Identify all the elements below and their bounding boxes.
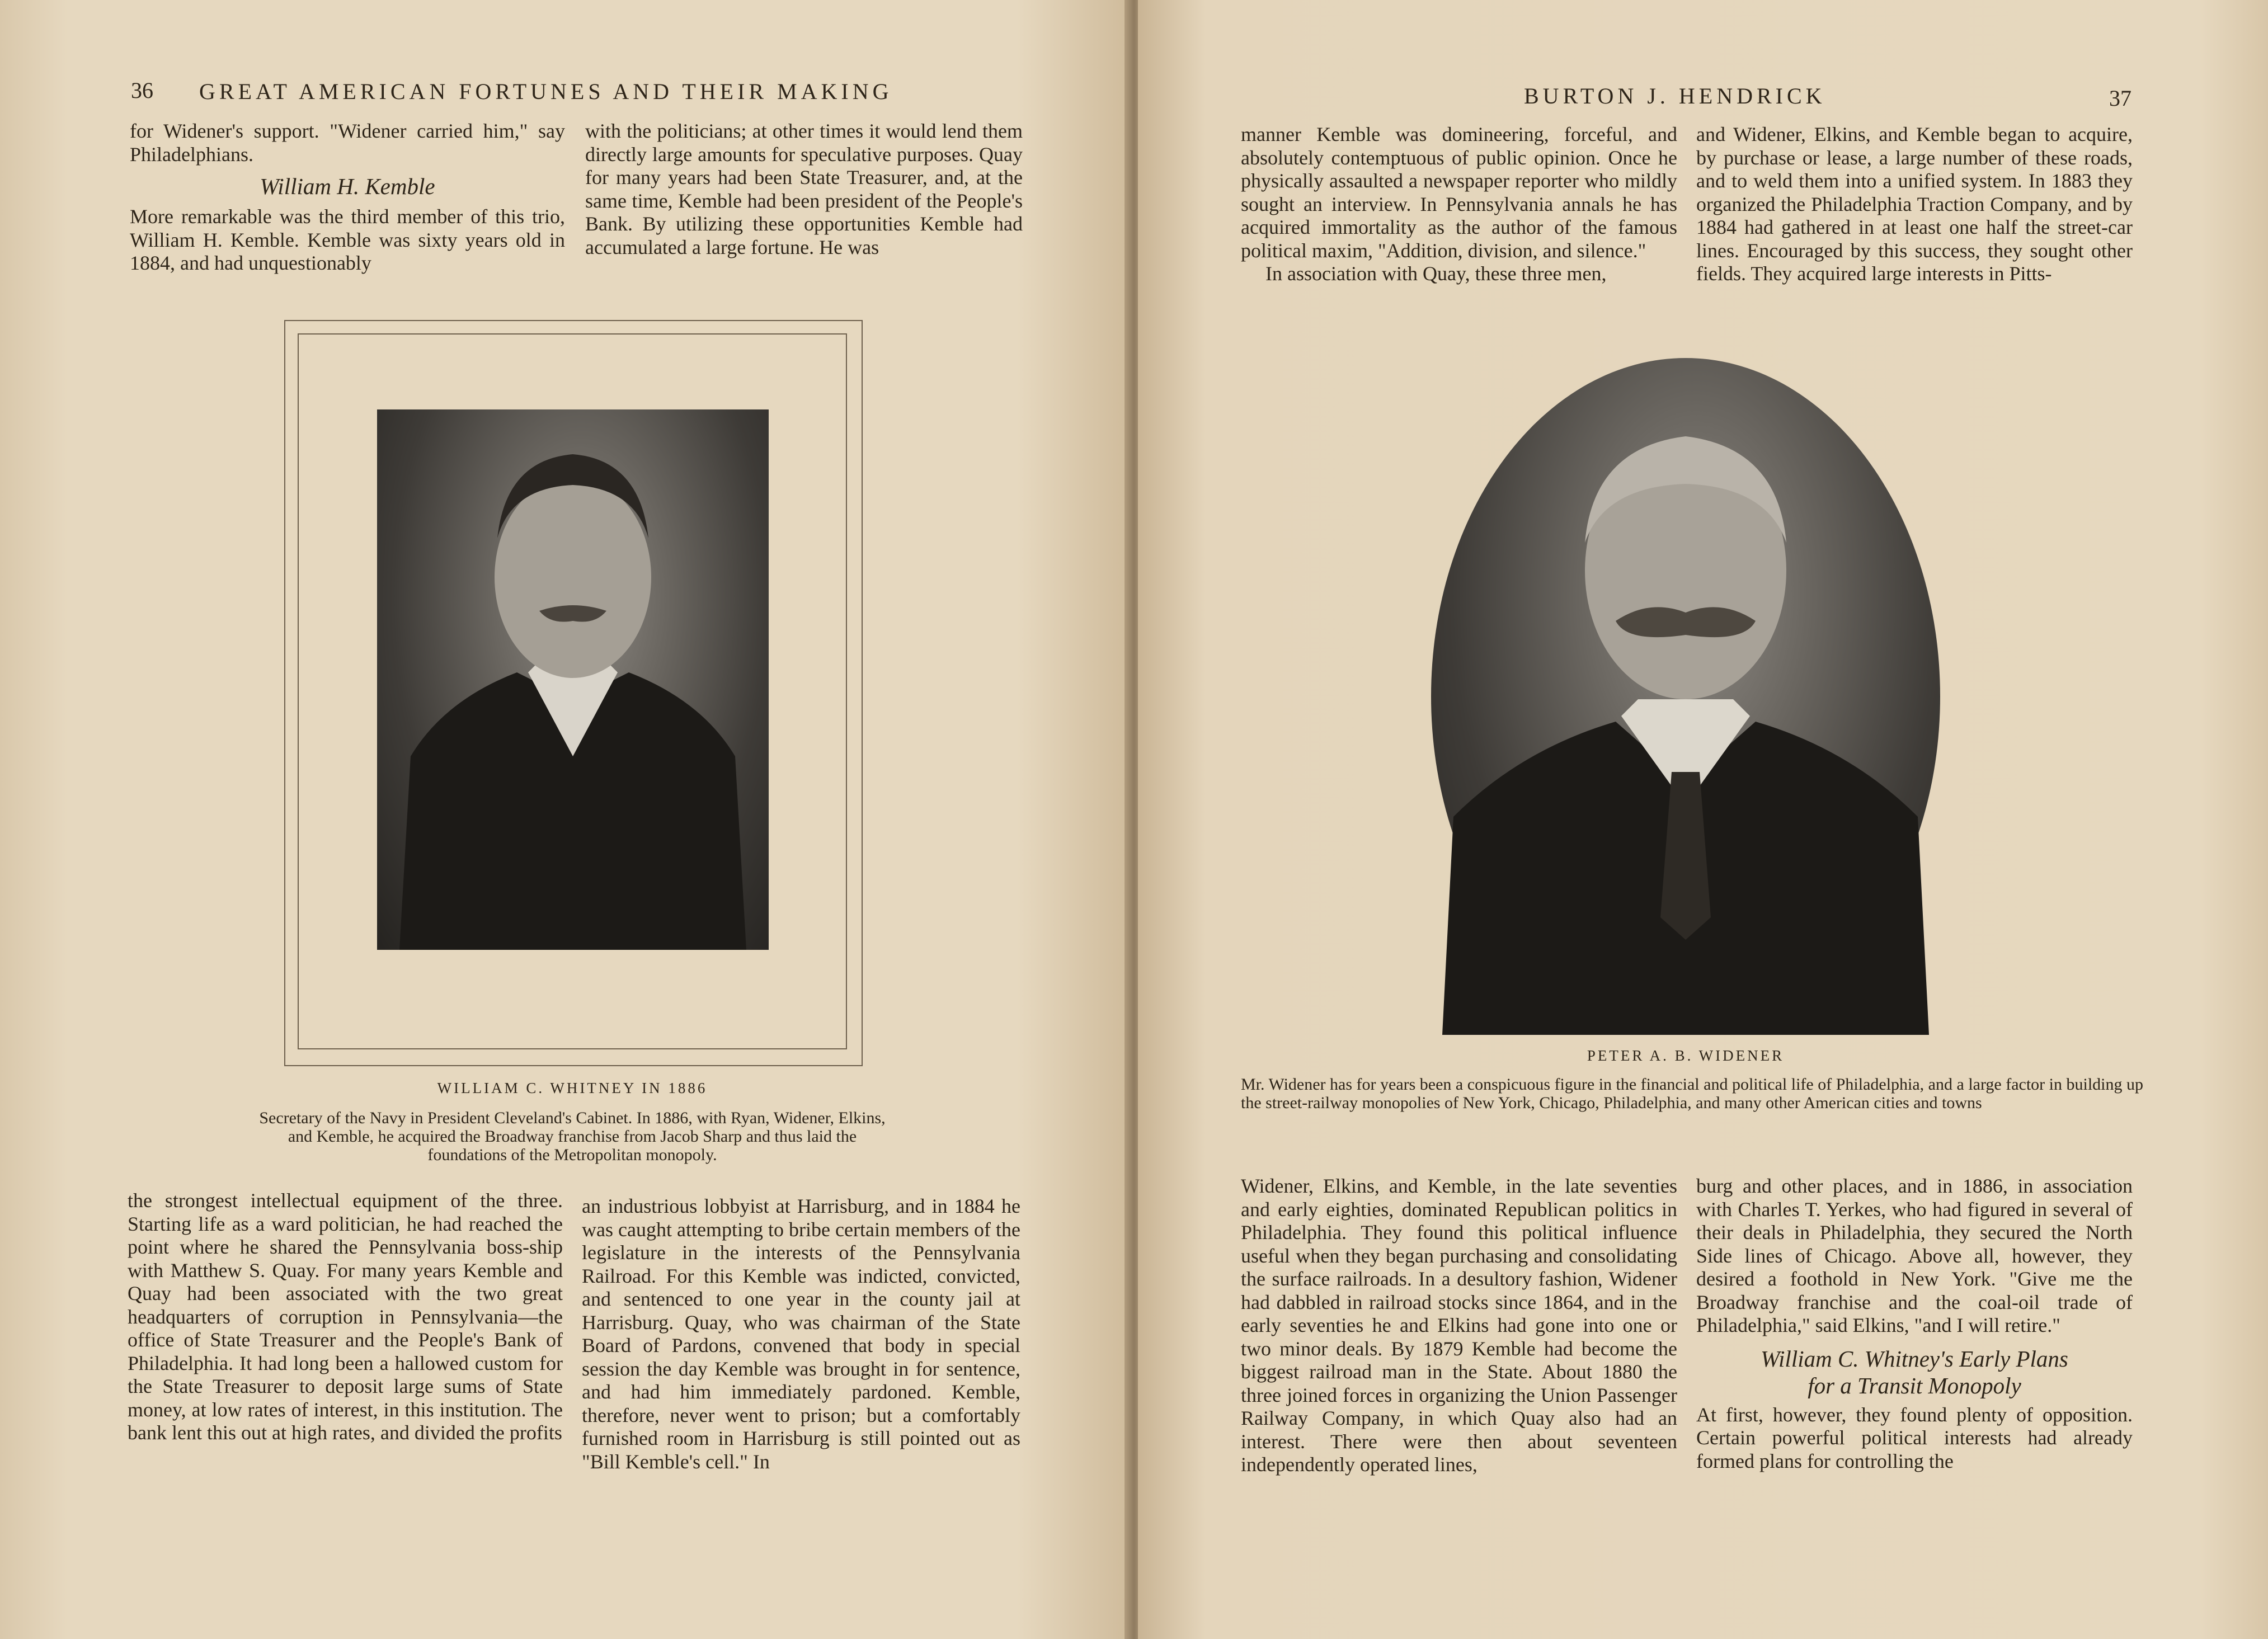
left-col1-bottom xyxy=(128,1189,563,1445)
left-page xyxy=(0,0,1130,1639)
right-col1-bottom xyxy=(1241,1175,1677,1477)
left-col1-top xyxy=(130,120,565,275)
widener-portrait-photo xyxy=(1431,358,1940,1035)
figure-caption-text-right: Mr. Widener has for years been a conspicuous figure in the financial and political life of Philadelphia, and a large factor in building up the street-railway monopolies of New York, Chicago, Philadelphia, and many other American cities and towns xyxy=(1241,1075,2144,1112)
paragraph: burg and other places, and in 1886, in association with Charles T. Yerkes, who had figured in several of their deals in Philadelphia, they secured the North Side lines of Chicago. Above all, however, they desired a foothold in New York. "Give me the Broadway franchise and the coal-oil trade of Philadelphia," said Elkins, "and I will retire." xyxy=(1696,1175,2133,1336)
paragraph: with the politicians; at other times it would lend them directly large amounts for speculative purposes. Quay for many years had been State Treasurer, and, at the same time, Kemble had been president of the People's Bank. By utilizing these opportunities Kemble had accumulated a large fortune. He was xyxy=(585,120,1023,258)
running-head-left: GREAT AMERICAN FORTUNES AND THEIR MAKING xyxy=(199,79,893,104)
figure-caption-text-left: Secretary of the Navy in President Cleveland's Cabinet. In 1886, with Ryan, Widener, Elkins, and Kemble, he acquired the Broadway franchise from Jacob Sharp and thus laid the foundations of the Metropolitan monopoly. xyxy=(259,1109,886,1164)
whitney-portrait-photo xyxy=(377,409,769,950)
paragraph: More remarkable was the third member of this trio, William H. Kemble. Kemble was sixty years old in 1884, and had unquestionably xyxy=(130,205,565,274)
paragraph: In association with Quay, these three men, xyxy=(1265,262,1607,285)
paragraph: Widener, Elkins, and Kemble, in the late seventies and early eighties, dominated Republican politics in Philadelphia. They found this political influence useful when they began purchasing and consolidating the surface railroads. In a desultory fashion, Widener had dabbled in railroad stocks since 1864, and in the early seventies he and Elkins had gone into one or two minor deals. By 1879 Kemble had become the biggest railroad man in the State. About 1880 the three joined forces in organizing the Union Passenger Railway Company, in which Quay also had an interest. There were then about seventeen independently operated lines, xyxy=(1241,1175,1677,1476)
paragraph: an industrious lobbyist at Harrisburg, and in 1884 he was caught attempting to bribe certain members of the legislature in the interests of the Pennsylvania Railroad. For this Kemble was indicted, convicted, and sentenced to one year in the county jail at Harrisburg. Quay, who was chairman of the State Board of Pardons, convened that body in special session the day Kemble was brought in for sentence, and had him immediately pardoned. Kemble, therefore, never went to prison; but a comfortably furnished room in Harrisburg is still pointed out as "Bill Kemble's cell." In xyxy=(582,1195,1020,1473)
section-subhead xyxy=(1696,1345,2133,1399)
page-number-right: 37 xyxy=(2109,86,2131,111)
section-subhead: William H. Kemble xyxy=(260,173,435,199)
running-head-right: BURTON J. HENDRICK xyxy=(1524,83,1826,109)
subhead-line: William C. Whitney's Early Plans xyxy=(1761,1345,2068,1372)
page-number-left: 36 xyxy=(131,78,153,103)
subhead-line: for a Transit Monopoly xyxy=(1808,1372,2021,1398)
paragraph: for Widener's support. "Widener carried him," say Philadelphians. xyxy=(130,120,565,166)
left-col2-top xyxy=(585,120,1023,259)
paragraph: At first, however, they found plenty of opposition. Certain powerful political interests had already formed plans for controlling the xyxy=(1696,1403,2133,1472)
figure-caption-title-left: WILLIAM C. WHITNEY IN 1886 xyxy=(437,1080,708,1096)
paragraph: the strongest intellectual equipment of the three. Starting life as a ward politician, he had reached the point where he shared the Pennsylvania boss-ship with Matthew S. Quay. For many years Kemble and Quay had been associated with the two great headquarters of corruption in Pennsylvania—the office of State Treasurer and the People's Bank of Philadelphia. It had long been a hallowed custom for the State Treasurer to deposit large sums of State money, at low rates of interest, in this institution. The bank lent this out at high rates, and divided the profits xyxy=(128,1189,563,1444)
paragraph: and Widener, Elkins, and Kemble began to acquire, by purchase or lease, a large number of these roads, and to weld them into a unified system. In 1883 they organized the Philadelphia Traction Company, and by 1884 had gathered in at least one half the street-car lines. Encouraged by this success, they sought other fields. They acquired large interests in Pitts- xyxy=(1696,123,2133,285)
left-col2-bottom xyxy=(582,1195,1020,1473)
right-col2-bottom xyxy=(1696,1175,2133,1473)
figure-caption-title-right: PETER A. B. WIDENER xyxy=(1587,1047,1785,1064)
right-page xyxy=(1138,0,2268,1639)
right-col1-top xyxy=(1241,123,1677,286)
right-col2-top xyxy=(1696,123,2133,286)
paragraph: manner Kemble was domineering, forceful, and absolutely contemptuous of public opinion. Once he physically assaulted a newspaper reporter who mildly sought an interview. In Pennsylvania annals he has acquired immortality as the author of the famous political maxim, "Addition, division, and silence." xyxy=(1241,123,1677,262)
